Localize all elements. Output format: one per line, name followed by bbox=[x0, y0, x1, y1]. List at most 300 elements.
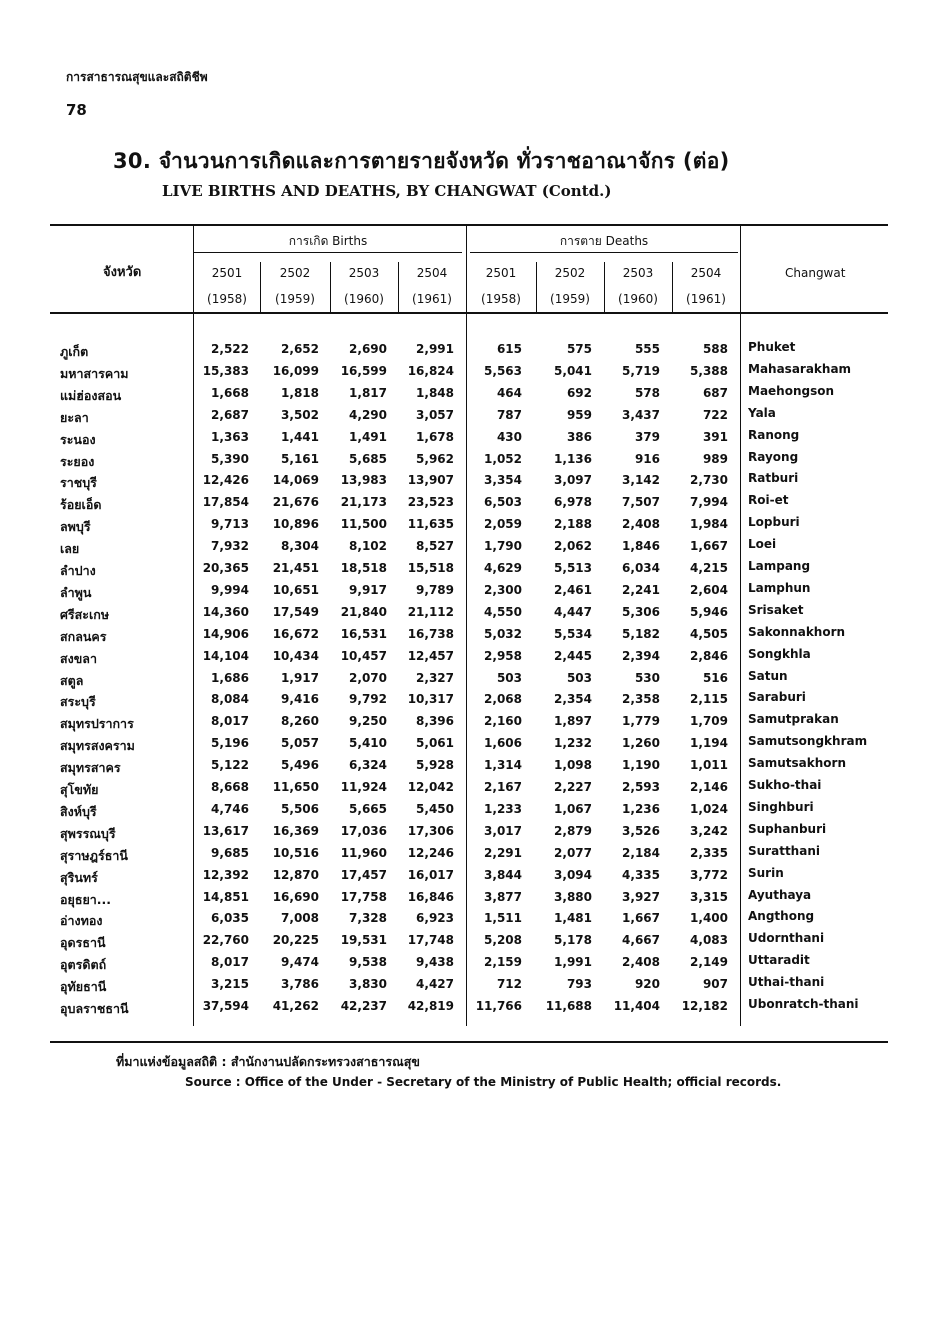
province-name-thai: ลำพูน bbox=[60, 584, 92, 600]
births-cell: 9,792 bbox=[349, 692, 387, 707]
deaths-cell: 2,059 bbox=[484, 517, 522, 532]
deaths-cell: 503 bbox=[566, 670, 592, 685]
changwat-name-english: Phuket bbox=[748, 340, 796, 354]
province-name-thai: ยะลา bbox=[60, 409, 89, 425]
table-row bbox=[60, 342, 860, 364]
province-name-thai: อ่างทอง bbox=[60, 913, 103, 929]
births-cell: 5,390 bbox=[211, 451, 249, 466]
table-row bbox=[60, 887, 860, 912]
births-cell: 2,327 bbox=[416, 670, 454, 685]
deaths-cell: 3,097 bbox=[554, 473, 592, 488]
deaths-cell: 2,146 bbox=[690, 780, 728, 794]
deaths-cell: 530 bbox=[634, 670, 660, 685]
deaths-cell: 1,606 bbox=[484, 736, 522, 751]
births-cell: 9,994 bbox=[211, 582, 249, 597]
table-row bbox=[60, 714, 860, 736]
births-cell: 8,017 bbox=[211, 955, 249, 970]
deaths-cell: 391 bbox=[702, 429, 728, 444]
deaths-cell: 959 bbox=[566, 407, 592, 422]
deaths-cell: 722 bbox=[702, 407, 728, 422]
deaths-cell: 7,994 bbox=[690, 495, 728, 510]
births-cell: 12,457 bbox=[407, 648, 454, 663]
deaths-cell: 555 bbox=[634, 342, 660, 356]
births-cell: 2,991 bbox=[416, 342, 454, 356]
deaths-cell: 1,190 bbox=[622, 758, 660, 773]
births-year-ce: (1959) bbox=[275, 292, 315, 306]
births-cell: 9,250 bbox=[349, 714, 387, 729]
deaths-group-header: การตาย Deaths bbox=[559, 234, 649, 248]
deaths-cell: 3,142 bbox=[622, 473, 660, 488]
deaths-cell: 3,880 bbox=[554, 889, 592, 904]
deaths-cell: 4,335 bbox=[622, 867, 660, 882]
births-cell: 16,369 bbox=[272, 823, 319, 838]
table-row bbox=[60, 911, 860, 933]
births-cell: 8,084 bbox=[211, 692, 249, 707]
deaths-cell: 1,984 bbox=[690, 517, 728, 532]
deaths-cell: 1,236 bbox=[622, 801, 660, 816]
running-header: การสาธารณสุขและสถิติชีพ bbox=[66, 70, 208, 84]
province-name-thai: สุราษฎร์ธานี bbox=[60, 847, 128, 863]
table-row bbox=[60, 383, 860, 408]
deaths-year-ce: (1958) bbox=[481, 292, 521, 306]
births-cell: 1,491 bbox=[349, 429, 387, 444]
deaths-cell: 2,354 bbox=[554, 692, 592, 707]
births-cell: 21,451 bbox=[272, 561, 319, 575]
births-cell: 5,061 bbox=[416, 736, 454, 751]
deaths-cell: 1,233 bbox=[484, 801, 522, 816]
province-name-thai: ระนอง bbox=[60, 431, 96, 447]
deaths-cell: 1,024 bbox=[690, 801, 728, 816]
births-cell: 6,324 bbox=[349, 758, 387, 773]
deaths-cell: 1,481 bbox=[554, 911, 592, 926]
deaths-cell: 5,534 bbox=[554, 626, 592, 641]
changwat-name-english: Rayong bbox=[748, 449, 799, 464]
deaths-cell: 379 bbox=[634, 429, 660, 444]
births-cell: 16,846 bbox=[407, 889, 454, 904]
births-group-header: การเกิด Births bbox=[288, 234, 368, 248]
births-cell: 16,531 bbox=[340, 626, 387, 641]
deaths-cell: 503 bbox=[496, 670, 522, 685]
table-row bbox=[60, 495, 860, 517]
changwat-name-english: Lopburi bbox=[748, 515, 800, 530]
births-cell: 5,928 bbox=[416, 758, 454, 773]
deaths-cell: 793 bbox=[566, 977, 592, 992]
births-cell: 1,686 bbox=[211, 670, 249, 685]
changwat-name-english: Singhburi bbox=[748, 799, 814, 814]
deaths-cell: 5,513 bbox=[554, 561, 592, 575]
births-cell: 2,070 bbox=[349, 670, 387, 685]
births-cell: 17,036 bbox=[340, 823, 387, 838]
deaths-cell: 2,958 bbox=[484, 648, 522, 663]
deaths-cell: 1,991 bbox=[554, 955, 592, 970]
deaths-cell: 2,159 bbox=[484, 955, 522, 970]
deaths-cell: 11,404 bbox=[613, 999, 660, 1013]
table-row bbox=[60, 517, 860, 539]
deaths-cell: 2,167 bbox=[484, 780, 522, 794]
deaths-cell: 2,241 bbox=[622, 582, 660, 597]
deaths-cell: 11,766 bbox=[475, 999, 522, 1013]
deaths-cell: 4,629 bbox=[484, 561, 522, 575]
changwat-name-english: Roi-et bbox=[748, 493, 789, 508]
changwat-name-english: Uthai-thani bbox=[748, 975, 825, 990]
births-cell: 16,017 bbox=[407, 867, 454, 882]
table-row bbox=[60, 624, 860, 649]
deaths-cell: 1,667 bbox=[690, 539, 728, 554]
births-cell: 16,690 bbox=[272, 889, 319, 904]
header-bottom-rule bbox=[50, 312, 888, 314]
changwat-name-english: Lampang bbox=[748, 559, 811, 573]
deaths-cell: 3,315 bbox=[690, 889, 728, 904]
births-cell: 10,434 bbox=[272, 648, 319, 663]
births-cell: 10,896 bbox=[272, 517, 319, 532]
changwat-name-english: Uttaradit bbox=[748, 953, 810, 968]
births-cell: 16,599 bbox=[340, 363, 387, 378]
deaths-cell: 1,897 bbox=[554, 714, 592, 729]
births-cell: 14,069 bbox=[272, 473, 319, 488]
deaths-cell: 3,437 bbox=[622, 407, 660, 422]
deaths-cell: 2,291 bbox=[484, 845, 522, 860]
births-cell: 1,363 bbox=[211, 429, 249, 444]
deaths-cell: 907 bbox=[702, 977, 728, 992]
table-row bbox=[60, 799, 860, 824]
births-cell: 6,923 bbox=[416, 911, 454, 926]
changwat-name-english: Lamphun bbox=[748, 580, 811, 595]
changwat-name-english: Srisaket bbox=[748, 602, 804, 617]
births-year-be: 2504 bbox=[416, 266, 448, 280]
deaths-cell: 5,946 bbox=[690, 604, 728, 619]
deaths-cell: 4,215 bbox=[690, 561, 728, 575]
table-bottom-rule bbox=[50, 1041, 888, 1043]
births-cell: 5,665 bbox=[349, 801, 387, 816]
changwat-name-english: Samutsakhorn bbox=[748, 756, 846, 771]
province-name-thai: อยุธยา... bbox=[60, 891, 112, 907]
births-cell: 2,652 bbox=[281, 342, 319, 356]
province-column-header: จังหวัด bbox=[103, 265, 142, 280]
deaths-cell: 1,667 bbox=[622, 911, 660, 926]
deaths-cell: 5,178 bbox=[554, 933, 592, 948]
births-cell: 17,306 bbox=[407, 823, 454, 838]
table-top-rule bbox=[50, 224, 888, 226]
births-cell: 14,360 bbox=[202, 604, 249, 619]
births-year-be: 2503 bbox=[348, 266, 380, 280]
deaths-cell: 989 bbox=[702, 451, 728, 466]
births-cell: 17,549 bbox=[272, 604, 319, 619]
births-cell: 3,786 bbox=[281, 977, 319, 992]
births-cell: 9,685 bbox=[211, 845, 249, 860]
changwat-name-english: Maehongson bbox=[748, 383, 835, 398]
table-row bbox=[60, 821, 860, 846]
deaths-year-be: 2501 bbox=[485, 266, 517, 280]
births-cell: 8,396 bbox=[416, 714, 454, 729]
deaths-cell: 615 bbox=[496, 342, 522, 356]
births-cell: 5,057 bbox=[281, 736, 319, 751]
province-name-thai: ศรีสะเกษ bbox=[60, 606, 110, 622]
deaths-cell: 4,667 bbox=[622, 933, 660, 948]
deaths-cell: 1,260 bbox=[622, 736, 660, 751]
province-name-thai: ร้อยเอ็ด bbox=[60, 497, 102, 513]
births-cell: 17,457 bbox=[340, 867, 387, 882]
deaths-cell: 4,083 bbox=[690, 933, 728, 948]
births-cell: 9,416 bbox=[281, 692, 319, 707]
changwat-name-english: Songkhla bbox=[748, 646, 811, 661]
births-cell: 21,676 bbox=[272, 495, 319, 510]
births-cell: 1,818 bbox=[281, 385, 319, 400]
births-group-underline bbox=[194, 252, 462, 253]
deaths-cell: 516 bbox=[702, 670, 728, 685]
deaths-cell: 12,182 bbox=[681, 999, 728, 1013]
births-cell: 1,917 bbox=[281, 670, 319, 685]
births-year-ce: (1961) bbox=[412, 292, 452, 306]
births-cell: 13,617 bbox=[202, 823, 249, 838]
deaths-cell: 5,306 bbox=[622, 604, 660, 619]
table-row bbox=[60, 646, 860, 671]
deaths-cell: 2,358 bbox=[622, 692, 660, 707]
province-name-thai: อุบลราชธานี bbox=[60, 1001, 129, 1016]
births-cell: 1,848 bbox=[416, 385, 454, 400]
province-name-thai: สุโขทัย bbox=[60, 782, 99, 797]
births-cell: 10,317 bbox=[407, 692, 454, 707]
deaths-cell: 3,094 bbox=[554, 867, 592, 882]
births-cell: 11,650 bbox=[272, 780, 319, 794]
page-number: 78 bbox=[66, 101, 87, 119]
changwat-name-english: Udornthani bbox=[748, 931, 825, 946]
births-cell: 2,687 bbox=[211, 407, 249, 422]
changwat-name-english: Ubonratch-thani bbox=[748, 997, 859, 1011]
deaths-cell: 7,507 bbox=[622, 495, 660, 510]
province-name-thai: สุพรรณบุรี bbox=[60, 825, 116, 841]
deaths-group-underline bbox=[470, 252, 738, 253]
births-cell: 5,496 bbox=[281, 758, 319, 773]
deaths-cell: 464 bbox=[496, 385, 522, 400]
province-name-thai: สงขลา bbox=[60, 650, 97, 666]
table-row bbox=[60, 758, 860, 780]
births-cell: 17,748 bbox=[407, 933, 454, 948]
source-note-thai: ที่มาแห่งข้อมูลสถิติ : สำนักงานปลัดกระทรวงสาธารณสุข bbox=[116, 1054, 420, 1069]
births-cell: 8,017 bbox=[211, 714, 249, 729]
province-name-thai: สุรินทร์ bbox=[60, 869, 98, 885]
deaths-cell: 787 bbox=[496, 407, 522, 422]
province-name-thai: เลย bbox=[60, 541, 80, 557]
changwat-name-english: Loei bbox=[748, 537, 777, 552]
births-cell: 3,215 bbox=[211, 977, 249, 992]
province-name-thai: ลพบุรี bbox=[60, 519, 91, 535]
table-row bbox=[60, 539, 860, 561]
deaths-cell: 2,879 bbox=[554, 823, 592, 838]
births-cell: 9,474 bbox=[281, 955, 319, 970]
births-cell: 16,672 bbox=[272, 626, 319, 641]
births-cell: 18,518 bbox=[340, 561, 387, 575]
deaths-cell: 588 bbox=[702, 342, 728, 356]
changwat-column-header: Changwat bbox=[785, 266, 846, 280]
deaths-cell: 920 bbox=[634, 977, 660, 992]
births-cell: 37,594 bbox=[202, 999, 249, 1013]
births-cell: 8,304 bbox=[281, 539, 319, 554]
deaths-cell: 3,877 bbox=[484, 889, 522, 904]
births-cell: 5,410 bbox=[349, 736, 387, 751]
births-cell: 14,906 bbox=[202, 626, 249, 641]
births-cell: 11,924 bbox=[340, 780, 387, 794]
table-row bbox=[60, 999, 860, 1021]
births-cell: 5,161 bbox=[281, 451, 319, 466]
table-row bbox=[60, 955, 860, 977]
births-cell: 1,668 bbox=[211, 385, 249, 400]
deaths-cell: 5,032 bbox=[484, 626, 522, 641]
births-cell: 12,870 bbox=[272, 867, 319, 882]
births-cell: 20,225 bbox=[272, 933, 319, 948]
changwat-name-english: Sukho-thai bbox=[748, 778, 822, 792]
changwat-name-english: Samutprakan bbox=[748, 712, 839, 727]
births-cell: 12,392 bbox=[202, 867, 249, 882]
changwat-name-english: Surin bbox=[748, 865, 784, 880]
deaths-cell: 2,062 bbox=[554, 539, 592, 554]
deaths-cell: 5,182 bbox=[622, 626, 660, 641]
deaths-cell: 5,388 bbox=[690, 363, 728, 378]
deaths-cell: 3,772 bbox=[690, 867, 728, 882]
deaths-year-ce: (1960) bbox=[618, 292, 658, 306]
births-cell: 12,246 bbox=[407, 845, 454, 860]
deaths-cell: 2,604 bbox=[690, 582, 728, 597]
deaths-cell: 3,242 bbox=[690, 823, 728, 838]
table-row bbox=[60, 865, 860, 890]
table-title-thai: 30. จำนวนการเกิดและการตายรายจังหวัด ทั่วราชอาณาจักร (ต่อ) bbox=[113, 149, 730, 173]
births-cell: 11,635 bbox=[407, 517, 454, 532]
deaths-cell: 1,098 bbox=[554, 758, 592, 773]
births-year-ce: (1960) bbox=[344, 292, 384, 306]
births-cell: 4,427 bbox=[416, 977, 454, 992]
births-cell: 17,854 bbox=[202, 495, 249, 510]
births-cell: 5,450 bbox=[416, 801, 454, 816]
changwat-name-english: Ayuthaya bbox=[748, 887, 812, 902]
table-row bbox=[60, 449, 860, 474]
births-cell: 14,851 bbox=[202, 889, 249, 904]
deaths-cell: 1,232 bbox=[554, 736, 592, 751]
table-row bbox=[60, 977, 860, 999]
births-cell: 5,122 bbox=[211, 758, 249, 773]
births-cell: 13,907 bbox=[407, 473, 454, 488]
changwat-name-english: Ratburi bbox=[748, 471, 799, 486]
province-name-thai: แม่ฮ่องสอน bbox=[60, 387, 122, 403]
deaths-year-be: 2502 bbox=[554, 266, 586, 280]
province-name-thai: อุดรธานี bbox=[60, 935, 106, 951]
births-cell: 16,824 bbox=[407, 363, 454, 378]
births-cell: 23,523 bbox=[407, 495, 454, 510]
births-cell: 11,960 bbox=[340, 845, 387, 860]
province-name-thai: สกลนคร bbox=[60, 628, 107, 644]
deaths-year-be: 2504 bbox=[690, 266, 722, 280]
births-cell: 41,262 bbox=[272, 999, 319, 1013]
births-year-be: 2502 bbox=[279, 266, 311, 280]
changwat-name-english: Saraburi bbox=[748, 690, 806, 705]
province-name-thai: ราชบุรี bbox=[60, 475, 97, 491]
deaths-cell: 2,445 bbox=[554, 648, 592, 663]
births-cell: 12,426 bbox=[202, 473, 249, 488]
deaths-cell: 5,719 bbox=[622, 363, 660, 378]
table-row bbox=[60, 427, 860, 452]
province-name-thai: ลำปาง bbox=[60, 563, 96, 578]
births-cell: 3,830 bbox=[349, 977, 387, 992]
deaths-cell: 2,300 bbox=[484, 582, 522, 597]
births-cell: 8,260 bbox=[281, 714, 319, 729]
deaths-cell: 11,688 bbox=[545, 999, 592, 1013]
deaths-cell: 2,160 bbox=[484, 714, 522, 729]
births-cell: 10,457 bbox=[340, 648, 387, 663]
deaths-cell: 430 bbox=[496, 429, 522, 444]
births-cell: 42,819 bbox=[407, 999, 454, 1013]
deaths-cell: 1,314 bbox=[484, 758, 522, 773]
table-row bbox=[60, 843, 860, 868]
changwat-name-english: Satun bbox=[748, 668, 788, 683]
births-cell: 9,538 bbox=[349, 955, 387, 970]
deaths-cell: 5,041 bbox=[554, 363, 592, 378]
deaths-cell: 687 bbox=[702, 385, 728, 400]
births-cell: 3,057 bbox=[416, 407, 454, 422]
table-row bbox=[60, 561, 860, 583]
province-name-thai: สมุทรสงคราม bbox=[60, 738, 135, 754]
births-cell: 6,035 bbox=[211, 911, 249, 926]
births-cell: 15,383 bbox=[202, 363, 249, 378]
births-year-ce: (1958) bbox=[207, 292, 247, 306]
deaths-cell: 5,208 bbox=[484, 933, 522, 948]
births-cell: 21,173 bbox=[340, 495, 387, 510]
deaths-cell: 1,011 bbox=[690, 758, 728, 773]
deaths-cell: 3,526 bbox=[622, 823, 660, 838]
province-name-thai: อุทัยธานี bbox=[60, 979, 107, 995]
deaths-cell: 1,779 bbox=[622, 714, 660, 729]
province-name-thai: สตูล bbox=[60, 672, 84, 688]
changwat-name-english: Samutsongkhram bbox=[748, 734, 868, 749]
deaths-cell: 2,408 bbox=[622, 955, 660, 970]
births-cell: 19,531 bbox=[340, 933, 387, 948]
deaths-cell: 2,077 bbox=[554, 845, 592, 860]
deaths-cell: 4,550 bbox=[484, 604, 522, 619]
table-row bbox=[60, 473, 860, 495]
deaths-cell: 2,461 bbox=[554, 582, 592, 597]
table-title-english: LIVE BIRTHS AND DEATHS, BY CHANGWAT (Contd.) bbox=[162, 182, 612, 200]
deaths-cell: 1,194 bbox=[690, 736, 728, 751]
changwat-name-english: Ranong bbox=[748, 427, 800, 442]
births-cell: 4,290 bbox=[349, 407, 387, 422]
births-cell: 9,713 bbox=[211, 517, 249, 532]
births-cell: 11,500 bbox=[340, 517, 387, 532]
table-row bbox=[60, 361, 860, 386]
deaths-year-ce: (1959) bbox=[550, 292, 590, 306]
table-row bbox=[60, 668, 860, 693]
deaths-cell: 2,227 bbox=[554, 780, 592, 794]
deaths-cell: 2,149 bbox=[690, 955, 728, 970]
deaths-cell: 2,730 bbox=[690, 473, 728, 488]
table-row bbox=[60, 780, 860, 802]
deaths-cell: 2,593 bbox=[622, 780, 660, 794]
births-cell: 42,237 bbox=[340, 999, 387, 1013]
births-cell: 5,506 bbox=[281, 801, 319, 816]
deaths-cell: 712 bbox=[496, 977, 522, 992]
deaths-cell: 6,978 bbox=[554, 495, 592, 510]
births-cell: 8,102 bbox=[349, 539, 387, 554]
births-cell: 10,651 bbox=[272, 582, 319, 597]
deaths-cell: 3,844 bbox=[484, 867, 522, 882]
births-cell: 5,196 bbox=[211, 736, 249, 751]
births-cell: 1,678 bbox=[416, 429, 454, 444]
table-row bbox=[60, 692, 860, 714]
deaths-cell: 1,846 bbox=[622, 539, 660, 554]
deaths-cell: 3,927 bbox=[622, 889, 660, 904]
deaths-cell: 575 bbox=[566, 342, 592, 356]
deaths-cell: 3,354 bbox=[484, 473, 522, 488]
births-cell: 13,983 bbox=[340, 473, 387, 488]
births-cell: 20,365 bbox=[202, 561, 249, 575]
births-cell: 2,522 bbox=[211, 342, 249, 356]
births-cell: 2,690 bbox=[349, 342, 387, 356]
